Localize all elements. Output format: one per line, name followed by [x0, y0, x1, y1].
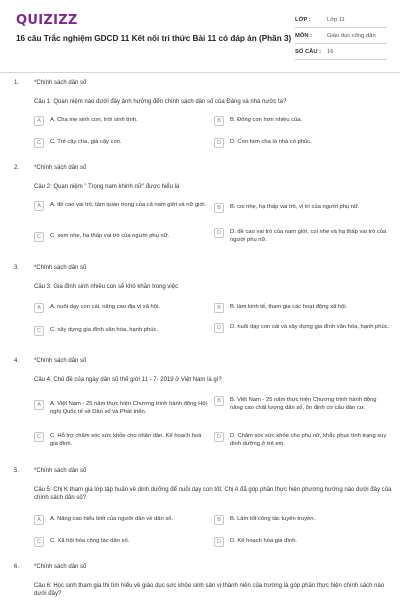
option-letter: A — [34, 116, 44, 126]
option-text: A. Cha mẹ sinh con, trời sinh tính. — [50, 117, 138, 123]
option-letter: A — [34, 303, 44, 313]
option-text: D. nuôi dạy con cái và xây dựng gia đình văn hóa, hạnh phúc. — [230, 324, 390, 330]
option-letter: D — [214, 432, 224, 442]
info-row-subject — [295, 28, 387, 44]
option-text: D. Chăm sóc sức khỏe cho phụ nữ, khắc phục tình trạng suy dinh dưỡng ở trẻ em. — [230, 433, 387, 447]
option-a[interactable] — [34, 515, 212, 525]
question-text: Câu 2: Quan niệm " Trọng nam khinh nữ" được hiểu là — [34, 184, 180, 190]
option-c[interactable] — [34, 432, 212, 448]
info-row-class — [295, 12, 387, 28]
header-divider — [0, 72, 400, 73]
info-row-count — [295, 44, 387, 60]
option-letter: B — [214, 515, 224, 525]
info-value: Giáo dục công dân — [327, 32, 376, 39]
option-text: A. Việt Nam - 25 năm thực hiện Chương trình hành động Hội nghị Quốc tế về Dân số và Phát triển. — [50, 401, 207, 415]
info-key: LỚP : — [295, 16, 311, 23]
option-text: D. Kế hoạch hóa gia đình. — [230, 538, 298, 544]
option-a[interactable] — [34, 116, 212, 126]
option-d[interactable] — [214, 138, 392, 148]
option-b[interactable] — [214, 303, 392, 313]
option-letter: B — [214, 116, 224, 126]
option-text: C. xây dựng gia đình văn hóa, hạnh phúc. — [50, 327, 158, 333]
question-category: *Chính sách dân số — [34, 80, 87, 86]
option-letter: B — [214, 303, 224, 313]
option-a[interactable] — [34, 201, 212, 211]
option-b[interactable] — [214, 515, 392, 525]
option-text: B. coi nhẹ, hạ thấp vai trò, vị trí của người phụ nữ. — [230, 204, 360, 210]
question-number: 1. — [14, 80, 20, 86]
option-c[interactable] — [34, 537, 212, 547]
option-text: D. đề cao vai trò của nam giới, coi nhẹ và hạ thấp vai trò của người phụ nữ. — [230, 229, 387, 243]
option-a[interactable] — [34, 400, 212, 416]
question-text: Câu 6: Học sinh tham gia thi tìm hiểu về giáo dục sức khỏe sinh sản vị thành niên của trường là góp phần thực hiện chính sách nào dưới đây? — [34, 583, 385, 597]
question-number: 2. — [14, 165, 20, 171]
option-letter: A — [34, 201, 44, 211]
option-text: D. Con hơn cha là nhà có phúc. — [230, 139, 312, 145]
page-title: 16 câu Trắc nghiệm GDCD 11 Kết nối tri thức Bài 11 có đáp án (Phần 3) — [16, 34, 292, 43]
question-category: *Chính sách dân số — [34, 265, 87, 271]
quizizz-logo: QUIZIZZ — [16, 13, 78, 28]
info-value: 16 — [327, 48, 334, 55]
question-category: *Chính sách dân số — [34, 358, 87, 364]
info-key: MÔN : — [295, 32, 313, 39]
option-text: C. xem nhẹ, hạ thấp vai trò của người phụ nữ. — [50, 233, 170, 239]
question-number: 4. — [14, 358, 20, 364]
option-letter: C — [34, 138, 44, 148]
option-c[interactable] — [34, 326, 212, 336]
option-letter: B — [214, 203, 224, 213]
question-text: Câu 1: Quan niệm nào dưới đây ảnh hưởng đến chính sách dân số của Đảng và nhà nước ta? — [34, 99, 287, 105]
option-text: A. Nâng cao hiểu biết của người dân về dân số. — [50, 516, 174, 522]
option-c[interactable] — [34, 138, 212, 148]
option-letter: C — [34, 232, 44, 242]
option-letter: D — [214, 138, 224, 148]
option-d[interactable] — [214, 323, 392, 333]
info-key: SỐ CÂU : — [295, 48, 322, 55]
option-text: A. đề cao vai trò, tầm quan trọng của cả nam giới và nữ giới. — [50, 202, 207, 208]
question-category: *Chính sách dân số — [34, 165, 87, 171]
question-text: Câu 5: Chị K tham gia lớp tập huấn về dinh dưỡng để nuôi dạy con tốt. Chị A đã góp phần thực hiện phương hướng nào dưới đây của chính sách dân số? — [34, 487, 392, 501]
option-text: A. nuôi dạy con cái, nâng cao địa vị xã hội. — [50, 304, 160, 310]
option-b[interactable] — [214, 203, 392, 213]
info-value: Lớp 11 — [327, 16, 345, 23]
question-number: 5. — [14, 468, 20, 474]
question-text: Câu 4: Chủ đề của ngày dân số thế giới 11 - 7- 2019 ở Việt Nam là gì? — [34, 377, 222, 383]
option-letter: D — [214, 537, 224, 547]
option-text: C. Trẻ cậy cha, già cậy con. — [50, 139, 122, 145]
option-text: B. Đông con hơn nhiều của. — [230, 117, 303, 123]
option-letter: D — [214, 228, 224, 238]
option-letter: C — [34, 432, 44, 442]
option-text: B. làm kinh tế, tham gia các hoạt động xã hội. — [230, 304, 348, 310]
option-letter: C — [34, 326, 44, 336]
option-d[interactable] — [214, 228, 392, 244]
question-number: 3. — [14, 265, 20, 271]
question-category: *Chính sách dân số — [34, 564, 87, 570]
option-letter: D — [214, 323, 224, 333]
info-table — [295, 12, 387, 60]
question-text: Câu 3: Gia đình sinh nhiều con sẽ khó khăn trong việc — [34, 284, 179, 290]
option-text: B. Làm tốt công tác tuyên truyền. — [230, 516, 316, 522]
option-text: C. Xã hội hóa công tác dân số. — [50, 538, 130, 544]
option-letter: B — [214, 396, 224, 406]
option-letter: A — [34, 515, 44, 525]
option-letter: A — [34, 400, 44, 410]
option-d[interactable] — [214, 537, 392, 547]
option-b[interactable] — [214, 116, 392, 126]
question-number: 6. — [14, 564, 20, 570]
option-b[interactable] — [214, 396, 392, 412]
option-d[interactable] — [214, 432, 392, 448]
option-text: B. Việt Nam - 25 năm thực hiện Chương trình hành động nâng cao chất lượng dân số, ổn định cơ cấu dân cư. — [230, 397, 377, 411]
option-letter: C — [34, 537, 44, 547]
option-text: C. Hỗ trợ chăm sóc sức khỏe cho nhân dân. Kế hoạch hoá gia đình. — [50, 433, 202, 447]
question-category: *Chính sách dân số — [34, 468, 87, 474]
option-a[interactable] — [34, 303, 212, 313]
worksheet-header — [0, 0, 400, 70]
option-c[interactable] — [34, 232, 212, 242]
